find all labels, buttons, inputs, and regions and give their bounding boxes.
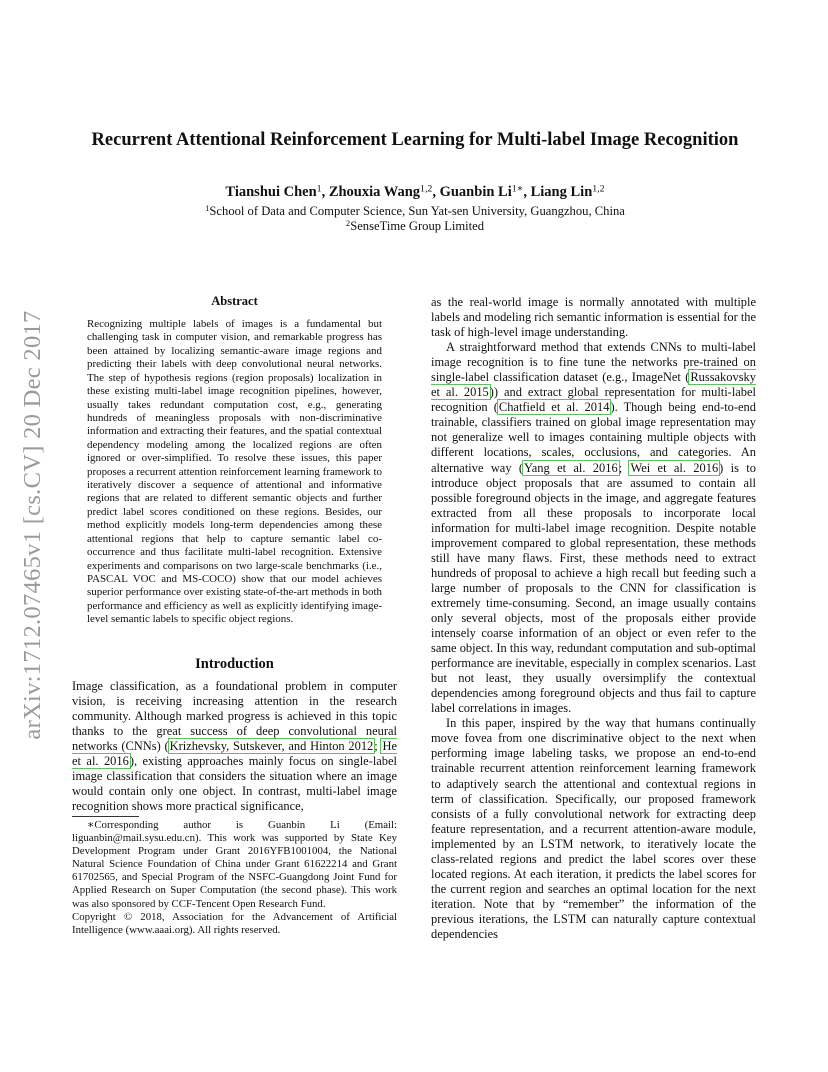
author-name: Guanbin Li xyxy=(439,184,512,200)
paragraph-text: ) is to introduce object proposals that are assumed to contain all possible foreground objects in the image, and aggregate features extracted from all these proposals to incorporate local information for multi-label image recognition. Despite notable improvement compared to global representation, these methods still have many flaws. First, these methods need to extract hundreds of proposal to achieve a high recall but feeding such a large number of proposals to the CNN for classification is extremely time-consuming. Second, an image usually contains only several objects, most of the proposals either provide intensely coarse information of an object or even refer to the same object. In this way, redundant computation and sub-optimal performance are inevitable, especially in complex scenarios. Last but not least, they usually oversimplify the contextual dependencies among foreground objects and thus fail to capture label correlations in images. xyxy=(431,460,756,716)
introduction-heading: Introduction xyxy=(195,656,274,672)
author-list xyxy=(60,184,770,201)
author-affiliation-mark: 1 xyxy=(316,183,322,195)
affiliation-text: SenseTime Group Limited xyxy=(350,219,485,233)
arxiv-identifier-text: arXiv:1712.07465v1 [cs.CV] 20 Dec 2017 xyxy=(19,310,46,740)
footnotes xyxy=(72,819,397,937)
affiliation xyxy=(60,204,770,219)
citation-link[interactable]: Yang et al. 2016 xyxy=(524,460,618,475)
citation-link[interactable]: He et al. 2016 xyxy=(72,739,397,769)
corresponding-author-footnote: ∗Corresponding author is Guanbin Li (Email: liguanbin@mail.sysu.edu.cn). This work was supported by State Key Development Program under Grant 2016YFB1001004, the National Natural Science Foundation of China under Grant 61622214 and Grant 61702565, and Special Program of the NSFC-Guangdong Joint Fund for Applied Research on Super Computation (the second phase). This work was also sponsored by CCF-Tencent Open Research Fund. xyxy=(72,819,397,910)
footnote-divider xyxy=(72,816,139,817)
author-separator: , xyxy=(321,184,329,200)
citation-separator: ; xyxy=(374,739,382,754)
affiliation-text: School of Data and Computer Science, Sun Yat-sen University, Guangzhou, China xyxy=(209,204,625,218)
abstract-text: Recognizing multiple labels of images is a fundamental but challenging task in computer vision, and remarkable progress has been attained by localizing semantic-aware image regions and predicting their labels with deep convolutional neural networks. The step of hypothesis regions (region proposals) localization in these existing multi-label image recognition pipelines, however, usually takes redundant computation cost, e.g., generating hundreds of meaningless proposals with non-discriminative information and extracting their features, and the spatial contextual dependency modeling among the localized regions are often ignored or over-simplified. To resolve these issues, this paper proposes a recurrent attention reinforcement learning framework to iteratively discover a sequence of attentional and informative regions that are related to different semantic objects and further predict label scores conditioned on these regions. Besides, our method explicitly models long-term dependencies among these attentional regions that help to capture semantic label co-occurrence and thus facilitate multi-label recognition. Extensive experiments and comparisons on two large-scale benchmarks (i.e., PASCAL VOC and MS-COCO) show that our model achieves superior performance over existing state-of-the-art methods in both performance and efficiency as well as explicitly identifying image-level semantic labels to specific object regions. xyxy=(87,318,382,626)
paragraph: as the real-world image is normally annotated with multiple labels and modeling rich semantic information is essential for the task of high-level image understanding. xyxy=(431,295,757,340)
paragraph: In this paper, inspired by the way that humans continually move fovea from one discriminative object to the next when performing image labeling tasks, we propose an end-to-end trainable recurrent attention reinforcement learning framework to adaptively search the attentional and contextual regions in term of classification. Specifically, our proposed framework consists of a fully convolutional network for extracting deep feature representation, and a recurrent attention-aware module, implemented by an LSTM network, to iteratively locate the class-related regions and predict the label scores over these located regions. At each iteration, it predicts the label scores for the current region and searches an optimal location for the next iteration. Note that by “remember” the information of the previous iterations, the LSTM can naturally capture contextual dependencies xyxy=(431,716,756,941)
author-name: Liang Lin xyxy=(530,184,593,200)
affiliation xyxy=(60,219,770,234)
author-affiliation-mark: 1∗ xyxy=(511,183,524,195)
paragraph-text: A straightforward method that extends CNNs to multi-label image recognition is to fine tune the networks pre-trained on single-label classification dataset (e.g., ImageNet ( xyxy=(431,340,756,385)
copyright-notice: Copyright © 2018, Association for the Advancement of Artificial Intelligence (www.aaai.org). All rights reserved. xyxy=(72,910,397,936)
citation-link[interactable]: Russakovsky et al. 2015 xyxy=(431,370,756,400)
author-separator: , xyxy=(432,184,440,200)
paragraph xyxy=(431,340,756,716)
abstract-heading: Abstract xyxy=(211,294,258,308)
arxiv-identifier xyxy=(20,285,46,765)
paper-title: Recurrent Attentional Reinforcement Learning for Multi-label Image Recognition xyxy=(91,130,739,150)
author-affiliation-mark: 1,2 xyxy=(592,183,605,195)
citation-link[interactable]: Chatfield et al. 2014 xyxy=(498,400,610,415)
affiliation-mark: 2 xyxy=(345,218,351,229)
affiliation-mark: 1 xyxy=(205,203,210,214)
paragraph-text: )) and extract global representation for multi-label recognition ( xyxy=(431,385,756,415)
citation-link[interactable]: Krizhevsky, Sutskever, and Hinton 2012 xyxy=(169,739,374,754)
author-affiliation-mark: 1,2 xyxy=(420,183,433,195)
introduction-body xyxy=(72,679,397,814)
paragraph-text: ), existing approaches mainly focus on single-label image classification that considers the situation where an image would contain only one object. In contrast, multi-label image recognition shows more practical significance, xyxy=(72,754,398,814)
paragraph xyxy=(72,679,397,814)
right-column-body xyxy=(431,295,756,942)
citation-link[interactable]: Wei et al. 2016 xyxy=(630,460,719,475)
author-name: Zhouxia Wang xyxy=(328,184,421,200)
citation-separator: ; xyxy=(618,460,630,475)
author-separator: , xyxy=(523,184,531,200)
paragraph-text: Image classification, as a foundational problem in computer vision, is receiving increasing attention in the research community. Although marked progress is achieved in this topic thanks to the great success of deep convolutional neural networks (CNNs) ( xyxy=(72,679,397,754)
paragraph-text: ). Though being end-to-end trainable, classifiers trained on global image representation may not generalize well to images containing multiple objects with different locations, scales, occlusions, and categories. An alternative way ( xyxy=(431,400,756,475)
author-name: Tianshui Chen xyxy=(225,184,317,200)
